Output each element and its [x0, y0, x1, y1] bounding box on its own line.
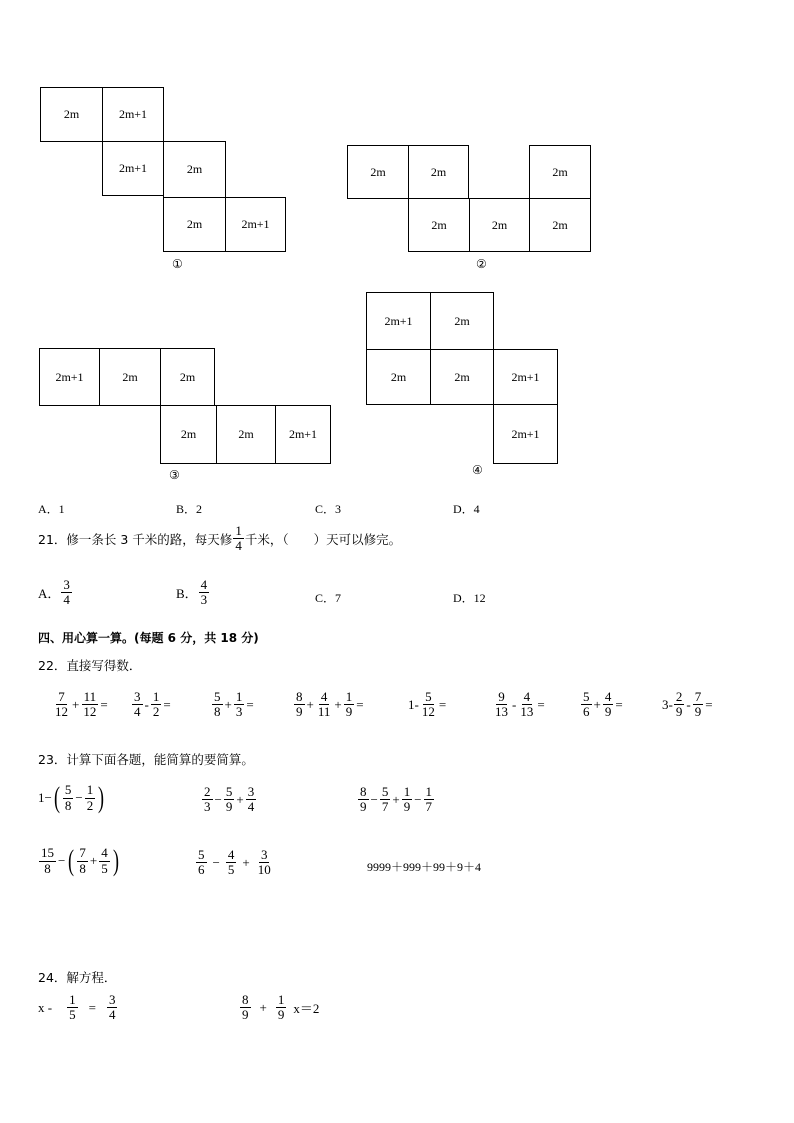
numerator: 8: [296, 689, 303, 704]
denominator: 4: [63, 592, 70, 608]
numerator: 9: [498, 689, 505, 704]
net-4-cell: 2m+1: [493, 349, 558, 405]
numerator: 3: [108, 992, 116, 1007]
denominator: 7: [425, 799, 433, 815]
denominator: 9: [296, 704, 303, 720]
q22-expression-3: [211, 690, 255, 720]
equals: =: [615, 696, 623, 712]
denominator: 9: [277, 1007, 285, 1023]
net-1-cell: 2m+1: [102, 87, 164, 142]
denominator: 4: [247, 799, 255, 815]
q22-expression-6: [492, 690, 546, 720]
net-4-cell: 2m: [430, 349, 494, 405]
net-3-cell: 2m: [99, 348, 161, 406]
q23-stem: 23．计算下面各题，能简算的要简算。: [38, 752, 254, 767]
denominator: 9: [694, 704, 702, 720]
q21-option-c[interactable]: C．7: [315, 591, 342, 605]
q24-equation-2: [239, 993, 319, 1023]
equals: =: [356, 696, 364, 712]
net-2-cell: 2m: [529, 145, 591, 199]
equals: =: [246, 696, 254, 712]
denominator: 9: [604, 704, 612, 720]
operator: +: [72, 696, 80, 712]
q21-option-a[interactable]: [38, 578, 73, 608]
denominator: 9: [360, 799, 367, 815]
q20-option-d[interactable]: D．4: [453, 502, 480, 516]
net-2-cell: 2m: [469, 198, 530, 252]
net-4-cell: 2m+1: [493, 404, 558, 464]
numerator: 5: [425, 689, 432, 704]
q22-expression-1: [52, 690, 109, 720]
denominator: 7: [381, 799, 389, 815]
operator: +: [593, 696, 601, 712]
numerator: 1: [152, 689, 160, 704]
operator: +: [306, 696, 314, 712]
q24-equation-1: [38, 993, 118, 1023]
q20-option-b[interactable]: B．2: [176, 502, 203, 516]
denominator: 2: [86, 797, 94, 813]
q22-stem: 22．直接写得数．: [38, 658, 142, 673]
numerator: 1: [277, 992, 285, 1007]
q23-problem-2: [201, 785, 257, 815]
operator: +: [259, 999, 267, 1015]
numerator: 1: [345, 689, 353, 704]
equals: =: [537, 696, 545, 712]
numerator: 3: [247, 784, 255, 799]
numerator: 3: [260, 847, 268, 862]
numerator: 1: [235, 689, 243, 704]
numerator: 7: [58, 689, 65, 704]
left-paren: (: [68, 844, 75, 877]
numerator: 5: [225, 784, 233, 799]
q23-problem-5: [195, 848, 274, 878]
denominator: 10: [257, 862, 271, 878]
q22-expression-7: [580, 690, 624, 720]
right-paren: ): [112, 844, 119, 877]
numerator: 3: [134, 689, 141, 704]
numerator: 15: [41, 845, 54, 861]
operator: −: [75, 790, 83, 805]
q21-stem-text: 21．修一条长 3 千米的路，每天修: [38, 531, 233, 547]
numerator: 8: [242, 992, 249, 1007]
q23-problem-3: [357, 785, 435, 815]
operator: -: [144, 696, 149, 712]
denominator: 12: [83, 704, 97, 720]
numerator: 4: [227, 847, 235, 862]
net-3-cell: 2m: [160, 405, 217, 464]
numerator: 4: [200, 577, 208, 592]
fraction: [61, 578, 72, 608]
q20-option-a[interactable]: A．1: [38, 502, 65, 516]
denominator: 9: [225, 799, 233, 815]
denominator: 3: [200, 592, 208, 608]
operator: −: [212, 854, 220, 870]
q24-stem: 24．解方程．: [38, 970, 117, 985]
equals: =: [705, 696, 713, 712]
q21-option-b[interactable]: [176, 578, 210, 608]
q21-stem: [38, 524, 401, 554]
numerator: 4: [604, 689, 612, 704]
q20-option-c[interactable]: C．3: [315, 502, 342, 516]
equation-tail: x＝2: [293, 1001, 320, 1017]
denominator: 8: [214, 704, 221, 720]
net-2-cell: 2m: [529, 198, 591, 252]
denominator: 4: [134, 704, 141, 720]
net-3-cell: 2m: [216, 405, 276, 464]
denominator: 4: [235, 538, 242, 554]
q23-problem-1: [38, 783, 106, 813]
q21-option-d[interactable]: D．12: [453, 591, 486, 605]
equals: =: [438, 696, 447, 712]
net-3-number: ③: [169, 468, 180, 482]
denominator: 4: [108, 1007, 116, 1023]
prefix: 1−: [38, 790, 52, 805]
net-2-number: ②: [476, 257, 487, 271]
numerator: 4: [320, 689, 328, 704]
numerator: 7: [79, 845, 86, 861]
right-paren: ): [98, 781, 105, 814]
numerator: 1: [425, 784, 433, 799]
operator: -: [686, 696, 691, 712]
q21-fraction: [233, 524, 244, 554]
prefix: 1-: [408, 696, 419, 712]
net-1-cell: 2m+1: [102, 141, 164, 196]
denominator: 9: [242, 1007, 249, 1023]
operator: +: [236, 791, 244, 807]
q22-expression-4: [293, 690, 365, 720]
denominator: 9: [345, 704, 353, 720]
equals: =: [163, 696, 171, 712]
operator: +: [242, 854, 250, 870]
operator: −: [58, 853, 66, 868]
operator: -: [512, 696, 517, 712]
numerator: 8: [360, 784, 367, 799]
numerator: 5: [64, 782, 72, 798]
net-3-cell: 2m+1: [275, 405, 331, 464]
prefix: x -: [38, 999, 53, 1015]
equals: =: [88, 999, 96, 1015]
denominator: 9: [403, 799, 411, 815]
denominator: 11: [317, 704, 331, 720]
numerator: 2: [675, 689, 683, 704]
denominator: 12: [421, 704, 435, 720]
denominator: 8: [64, 797, 72, 813]
numerator: 1: [235, 523, 242, 538]
denominator: 8: [79, 860, 86, 876]
denominator: 8: [44, 860, 51, 876]
option-label: B．: [176, 586, 198, 602]
numerator: 11: [83, 689, 97, 704]
option-label: A．: [38, 586, 61, 602]
net-3-cell: 2m+1: [39, 348, 100, 406]
operator: +: [392, 791, 400, 807]
net-1-number: ①: [172, 257, 183, 271]
denominator: 6: [583, 704, 590, 720]
q23-problem-6: 9999＋999＋99＋9＋4: [367, 860, 482, 874]
numerator: 1: [86, 782, 94, 798]
operator: −: [370, 791, 378, 807]
q22-expression-2: [131, 690, 172, 720]
prefix: 3-: [662, 696, 673, 712]
numerator: 5: [381, 784, 389, 799]
denominator: 5: [101, 860, 108, 876]
numerator: 5: [214, 689, 221, 704]
denominator: 13: [495, 704, 508, 720]
net-2-cell: 2m: [408, 198, 470, 252]
denominator: 5: [227, 862, 235, 878]
operator: −: [414, 791, 422, 807]
operator: +: [334, 696, 342, 712]
net-4-cell: 2m+1: [366, 292, 431, 350]
denominator: 3: [235, 704, 243, 720]
net-4-cell: 2m: [366, 349, 431, 405]
numerator: 1: [403, 784, 411, 799]
denominator: 13: [520, 704, 534, 720]
net-4-cell: 2m: [430, 292, 494, 350]
net-4-number: ④: [472, 463, 483, 477]
net-2-cell: 2m: [408, 145, 469, 199]
fraction: [199, 578, 210, 608]
q22-expression-5: [408, 690, 447, 720]
net-2-cell: 2m: [347, 145, 409, 199]
denominator: 12: [55, 704, 68, 720]
q21-stem-text-2: 千米，（ ）天可以修完。: [244, 531, 402, 547]
net-3-cell: 2m: [160, 348, 215, 406]
numerator: 5: [198, 847, 205, 862]
numerator: 1: [69, 992, 76, 1007]
numerator: 5: [583, 689, 590, 704]
denominator: 9: [675, 704, 683, 720]
denominator: 3: [204, 799, 211, 815]
left-paren: (: [53, 781, 60, 814]
denominator: 5: [69, 1007, 76, 1023]
operator: +: [224, 696, 232, 712]
net-1-cell: 2m: [163, 197, 226, 252]
numerator: 4: [101, 845, 108, 861]
numerator: 2: [204, 784, 211, 799]
net-1-cell: 2m: [40, 87, 103, 142]
section-4-heading: 四、用心算一算。(每题 6 分，共 18 分): [38, 631, 259, 645]
numerator: 7: [694, 689, 702, 704]
numerator: 3: [63, 577, 70, 592]
numerator: 4: [523, 689, 531, 704]
denominator: 6: [198, 862, 205, 878]
q22-expression-8: [662, 690, 714, 720]
operator: +: [89, 853, 98, 868]
operator: −: [214, 791, 222, 807]
q23-problem-4: [38, 846, 121, 876]
denominator: 2: [152, 704, 160, 720]
net-1-cell: 2m+1: [225, 197, 286, 252]
net-1-cell: 2m: [163, 141, 226, 198]
equals: =: [100, 696, 108, 712]
